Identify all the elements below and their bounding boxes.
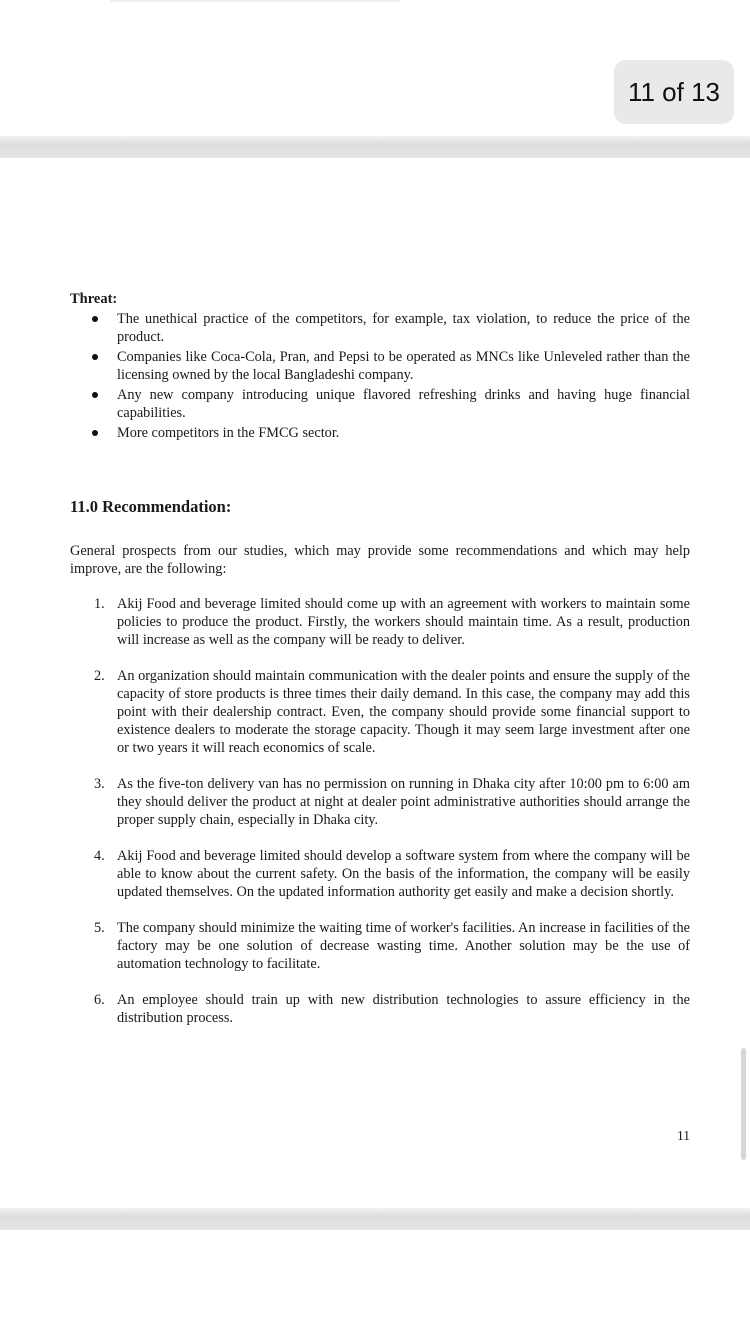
bullet-icon [92,316,98,322]
bullet-icon [92,392,98,398]
threat-list [70,310,690,442]
list-item: 2. An organization should maintain communication with the dealer points and ensure the supply of the capacity of store products is three times their daily demand. In this case, the company may add this point with their dealership contract. Even, the company should provide some financial support to existence dealers to moderate the storage capacity. Though it may seem large investment after one or two years it will reach economics of scale. [94,668,690,756]
page-indicator: 11 of 13 [614,60,734,124]
list-item: 5. The company should minimize the waiting time of worker's facilities. An increase in facilities of the factory may be one solution of decrease wasting time. Another solution may be the use of automation technology to facilitate. [94,920,690,972]
list-item: 1. Akij Food and beverage limited should come up with an agreement with workers to maintain some policies to produce the product. Firstly, the workers should maintain time. As a result, production will increase as well as the company will be ready to deliver. [94,596,690,648]
list-item: Any new company introducing unique flavored refreshing drinks and having huge financial capabilities. [70,386,690,422]
list-item: 3. As the five-ton delivery van has no permission on running in Dhaka city after 10:00 pm to 6:00 am they should deliver the product at night at dealer point administrative authorities should arrange the proper supply chain, especially in Dhaka city. [94,776,690,828]
list-item: 4. Akij Food and beverage limited should develop a software system from where the company will be able to know about the current safety. On the basis of the information, the company will be easily updated themselves. On the updated information authority get easily and make a decision shortly. [94,848,690,900]
scrollbar[interactable] [741,1048,746,1160]
bullet-icon [92,430,98,436]
recommendation-intro: General prospects from our studies, which may provide some recommendations and which may help improve, are the following: [70,543,690,577]
list-item: More competitors in the FMCG sector. [70,424,690,442]
recommendation-heading: 11.0 Recommendation: [70,497,232,516]
threat-heading: Threat: [70,291,118,307]
recommendation-list [70,595,690,1027]
page-number: 11 [677,1128,690,1143]
previous-page-edge [0,0,750,10]
document-page [70,290,690,1045]
page-separator [0,1208,750,1230]
list-item: The unethical practice of the competitors, for example, tax violation, to reduce the price of the product. [70,310,690,346]
list-item: Companies like Coca-Cola, Pran, and Pepsi to be operated as MNCs like Unleveled rather than the licensing owned by the local Bangladeshi company. [70,348,690,384]
list-item: 6. An employee should train up with new distribution technologies to assure efficiency in the distribution process. [94,992,690,1026]
bullet-icon [92,354,98,360]
page-separator [0,136,750,158]
